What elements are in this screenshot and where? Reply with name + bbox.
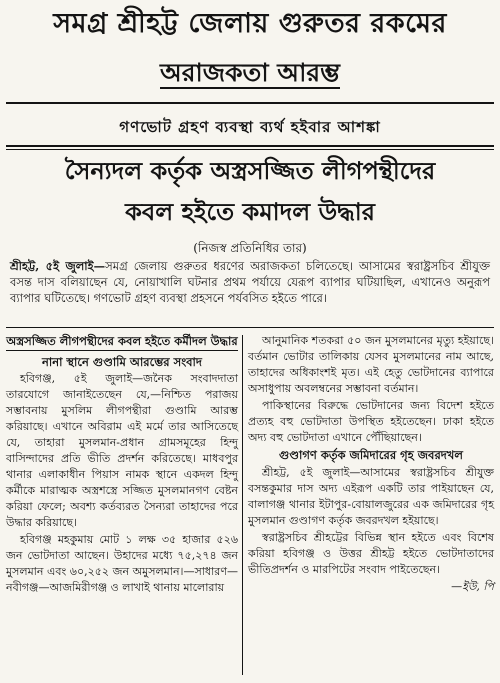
left-paragraph-3: হবিগঞ্জ মহকুমায় মোট ১ লক্ষ ৩৫ হাজার ৫২৬ জন ভোটদাতা আছেন। উহাদের মধ্যে ৭৫,২৭৪ জন মুসলমান এবং ৬০,২৫২ জন অমুসলমান।—সাধারণ—নবীগঞ্জ—আজমিরীগঞ্জ ও লাখাই থানায় মালোরায় <box>6 533 238 594</box>
rule-above-columns <box>6 327 494 328</box>
right-column <box>248 333 494 595</box>
right-paragraph-1: আনুমানিক শতকরা ৫০ জন মুসলমানের মৃত্যু হইয়াছে। বর্তমান ভোটার তালিকায় যেসব মুসলমানের নাম আছে, তাহাদের অধিকাংশই মৃত। এই হেতু ভোটদানের ব্যাপারে অসাধুপায় অবলম্বনের সম্ভাবনা বর্তমান। <box>248 334 494 395</box>
secondary-headline-line-2: কবল হইতে কমাদল উদ্ধার <box>125 197 375 226</box>
lead-dateline: শ্রীহট্ট, ৫ই জুলাই— <box>10 259 106 273</box>
lead-text: সমগ্র জেলায় গুরুতর ধরণের অরাজকতা চলিতেছে। আসামের স্বরাষ্ট্রসচিব শ্রীযুক্ত বসন্ত দাস বলিয়াছেন যে, নোয়াখালি ঘটনার প্রথম পর্যায়ে যেরূপ ব্যাপার ঘটিয়াছিল, এখানেও অনুরূপ ব্যাপার ঘটিতেছে। গণভোট গ্রহণ ব্যবস্থা প্রহসনে পর্যবসিত হইতে পারে। <box>10 259 491 305</box>
lead-paragraph <box>10 258 490 306</box>
agency-initial: —ইউ, পি <box>451 580 494 593</box>
right-paragraph-2: পাকিস্থানের বিরুদ্ধে ভোটদানের জন্য বিদেশ হইতে প্রত্যহ বহু ভোটদাতা উপস্থিত হইতেছেন। ঢাকা হইতে অদ্য বহু ভোটদাতা এখানে পৌঁছিয়াছেন। <box>248 399 494 444</box>
rule-under-subheadline <box>6 145 494 147</box>
headline-line-2-text: অরাজকতা আরম্ভ <box>160 58 340 87</box>
right-section-paragraph-2: স্বরাষ্ট্রসচিব শ্রীহট্টের বিভিন্ন স্থান হইতে এবং বিশেষ করিয়া হবিগঞ্জ ও উত্তর শ্রীহট্ট হইতে ভোটদাতাদের ভীতিপ্রদর্শন ও মারপিটের সংবাদ পাইতেছেন। <box>248 531 494 576</box>
secondary-headline-line-1: সৈন্যদল কর্তৃক অস্ত্রসজ্জিত লীগপন্থীদের <box>64 156 436 185</box>
rule-under-subheadline-thin <box>6 149 494 150</box>
byline: (নিজস্ব প্রতিনিধির তার) <box>193 241 307 255</box>
left-column <box>6 333 238 597</box>
left-paragraph-1: নানা স্থানে গুণ্ডামি আরম্ভের সংবাদ <box>42 355 202 369</box>
headline-line-2 <box>10 58 490 88</box>
left-paragraph-2: হবিগঞ্জ, ৫ই জুলাই—জনৈক সংবাদদাতা তারযোগে জানাইতেছেন যে,—নিশ্চিত পরাজয় সম্ভাবনায় মুসলিম লীগপন্থীরা গুণ্ডামি আরম্ভ করিয়াছে। এখানে অবিরাম এই মর্মে তার আসিতেছে যে, তাহারা মুসলমান-প্রধান গ্রামসমূহের হিন্দু বাসিন্দাদের প্রতি ভীতি প্রদর্শন করিতেছে। মাধবপুর থানার এলাকাধীন পিয়াস নামক স্থানে একদল হিন্দু কর্মীকে মারাত্মক অস্ত্রশস্ত্রে সজ্জিত মুসলমানগণ বেষ্টন করিয়া ফেলে; অবশ্য কর্তব্যরত সৈন্যরা তাহাদের পরে উদ্ধার করিয়াছে। <box>6 372 238 529</box>
left-section-title: অস্ত্রসজ্জিত লীগপন্থীদের কবল হইতে কর্মীদল উদ্ধার <box>6 333 238 351</box>
right-section-title: গুণ্ডাগণ কর্তৃক জমিদারের গৃহ জবরদখল <box>279 448 463 462</box>
right-section-paragraph-1: শ্রীহট্ট, ৫ই জুলাই—আসামের স্বরাষ্ট্রসচিব শ্রীযুক্ত বসন্তকুমার দাস অদ্য এইরূপ একটি তার পাইয়াছেন যে, বালাগঞ্জ থানার ইটাপুর-বোয়ালজুরের এক জমিদারের গৃহ মুসলমান গুণ্ডাগণ কর্তৃক জবরদখল হইয়াছে। <box>248 466 494 527</box>
rule-top <box>6 102 494 104</box>
headline-line-1: সমগ্র শ্রীহট্ট জেলায় গুরুতর রকমের <box>53 8 447 39</box>
column-divider <box>242 335 243 675</box>
subheadline: গণভোট গ্রহণ ব্যবস্থা ব্যর্থ হইবার আশঙ্কা <box>119 118 381 136</box>
